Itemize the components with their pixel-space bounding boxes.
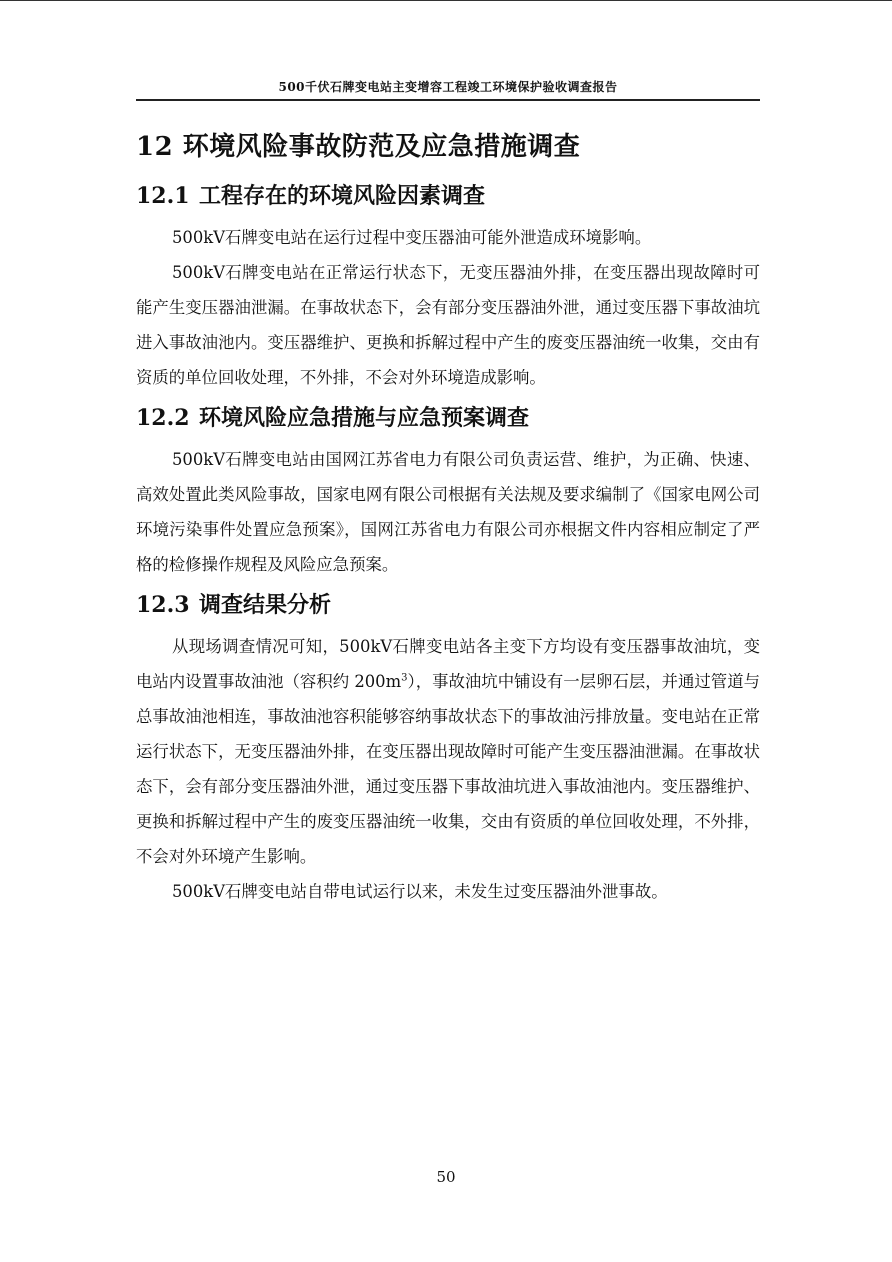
- section-number: 12.1: [136, 183, 190, 209]
- section-title: 环境风险应急措施与应急预案调查: [199, 405, 530, 431]
- paragraph-text-part: ），事故油坑中铺设有一层卵石层，并通过管道与总事故油池相连，事故油池容积能够容纳事故状态下的事故油污排放量。变电站在正常运行状态下，无变压器油外排，在变压器出现故障时可能产生变压器油泄漏。在事故状态下，会有部分变压器油外泄，通过变压器下事故油坑进入事故油池内。变压器维护、更换和拆解过程中产生的废变压器油统一收集，交由有资质的单位回收处理，不外排，不会对外环境产生影响。: [136, 672, 760, 866]
- running-header: 500千伏石牌变电站主变增容工程竣工环境保护验收调查报告: [278, 80, 618, 94]
- paragraph: 500kV石牌变电站在运行过程中变压器油可能外泄造成环境影响。: [172, 228, 652, 247]
- section-heading: [136, 398, 760, 438]
- section-number: 12.2: [136, 405, 190, 431]
- page-top-border: [0, 0, 892, 1]
- paragraph-text-part: 从现场调查情况可知，500kV石牌变电站各主变下方均设有变压器事故油坑，变电站内设置事故油池（容积约 200m: [136, 637, 760, 691]
- superscript: 3: [401, 672, 408, 684]
- section-number: 12.3: [136, 592, 190, 618]
- section-title: 工程存在的环境风险因素调查: [199, 183, 486, 209]
- section-heading: [136, 585, 760, 625]
- section-heading: [136, 176, 760, 216]
- chapter-title: 12 环境风险事故防范及应急措施调查: [136, 132, 581, 162]
- paragraph: 500kV石牌变电站在正常运行状态下，无变压器油外排，在变压器出现故障时可能产生变压器油泄漏。在事故状态下，会有部分变压器油外泄，通过变压器下事故油坑进入事故油池内。变压器维护、更换和拆解过程中产生的废变压器油统一收集，交由有资质的单位回收处理，不外排，不会对外环境造成影响。: [136, 263, 760, 387]
- page-number: 50: [436, 1168, 456, 1186]
- paragraph: 500kV石牌变电站由国网江苏省电力有限公司负责运营、维护，为正确、快速、高效处置此类风险事故，国家电网有限公司根据有关法规及要求编制了《国家电网公司环境污染事件处置应急预案》，国网江苏省电力有限公司亦根据文件内容相应制定了严格的检修操作规程及风险应急预案。: [136, 450, 760, 574]
- section-12-1: [136, 176, 760, 395]
- header-rule: [136, 99, 760, 101]
- section-title: 调查结果分析: [199, 592, 332, 618]
- paragraph: 500kV石牌变电站自带电试运行以来，未发生过变压器油外泄事故。: [172, 882, 668, 901]
- paragraph: [136, 629, 760, 874]
- section-12-3: [136, 585, 760, 909]
- section-12-2: [136, 398, 760, 582]
